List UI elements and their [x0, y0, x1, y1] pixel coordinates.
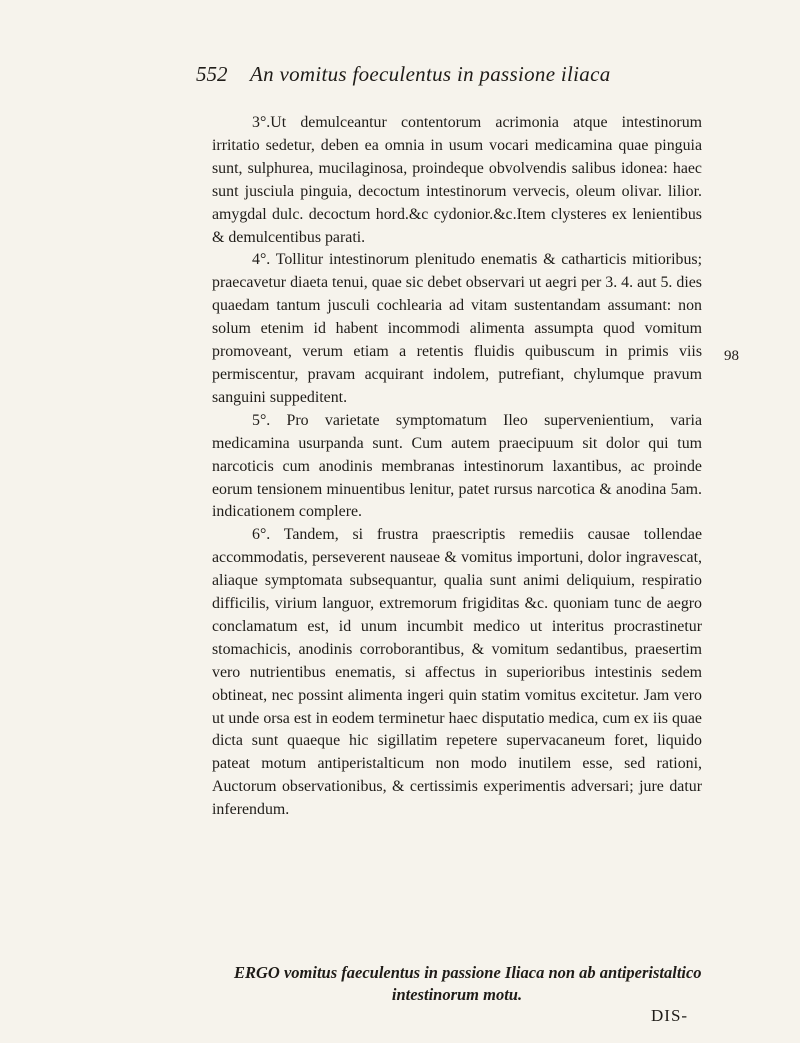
conclusion-line-2: intestinorum motu.	[391, 985, 523, 1004]
conclusion-line-1: ERGO vomitus faeculentus in passione Iliaca non ab antiperistaltico	[234, 963, 702, 982]
paragraph-6: 6°. Tandem, si frustra praescriptis remediis causae tollendae accommodatis, perseverent nauseae & vomitus importuni, dolor ingravescat, aliaque symptomata subsequantur, qualia sunt animi deliquium, respiratio difficilis, virium languor, extremorum frigiditas &c. quoniam tunc de aegro conclamatum est, id unum incumbit medico ut interitus procrastinetur stomachicis, anodinis corroborantibus, & vomitum sedantibus, praesertim vero nutrientibus enematis, si affectus in superioribus intestinis sedem obtineat, nec possint alimenta ingeri quin statim vomitus excitetur. Jam vero ut unde orsa est in eodem terminetur haec disputatio medica, cum ex iis quae dicta sunt quaeque hic sigillatim repetere supervacaneum foret, liquido pateat motum antiperistalticum non modo inutilem esse, sed rationi, Auctorum observationibus, & certissimis experimentis adversari; jure datur inferendum.	[212, 526, 702, 819]
body-text	[212, 112, 702, 822]
margin-number: 98	[724, 348, 739, 364]
page-number: 552	[196, 62, 228, 86]
paragraph-4: 4°. Tollitur intestinorum plenitudo enematis & catharticis mitioribus; praecavetur diaeta tenui, quae sic debet observari ut aegri per 3. 4. aut 5. dies quaedam tantum jusculi cochlearia ad vitam sustentandam assumant: non solum etenim id habent incommodi alimenta assumpta quod vomitum promoveant, verum etiam a retentis fluidis quibuscum in primis viis permiscentur, pravam acquirant indolem, putrefiant, chylumque pravum sanguini suppeditent.	[212, 251, 702, 406]
paragraph-3: 3°.Ut demulceantur contentorum acrimonia atque intestinorum irritatio sedetur, deben ea omnia in usum vocari medicamina quae pinguia sunt, sulphurea, mucilaginosa, proindeque obvolvendis salibus idonea: haec sunt jusciula pinguia, decoctum intestinorum vervecis, oleum olivar. lilior. amygdal dulc. decoctum hord.&c cydonior.&c.Item clysteres ex lenientibus & demulcentibus parati.	[212, 114, 702, 246]
conclusion	[212, 962, 702, 1006]
running-head: An vomitus foeculentus in passione iliaca	[250, 62, 611, 86]
catchword: DIS-	[651, 1006, 689, 1025]
page-header	[196, 62, 730, 96]
paragraph-5: 5°. Pro varietate symptomatum Ileo supervenientium, varia medicamina usurpanda sunt. Cum autem praecipuum sit dolor qui tum narcoticis cum anodinis membranas intestinorum laxantibus, ac proinde eorum tensionem minuentibus lenitur, patet rursus narcotica & anodina 5am. indicationem complere.	[212, 411, 702, 521]
